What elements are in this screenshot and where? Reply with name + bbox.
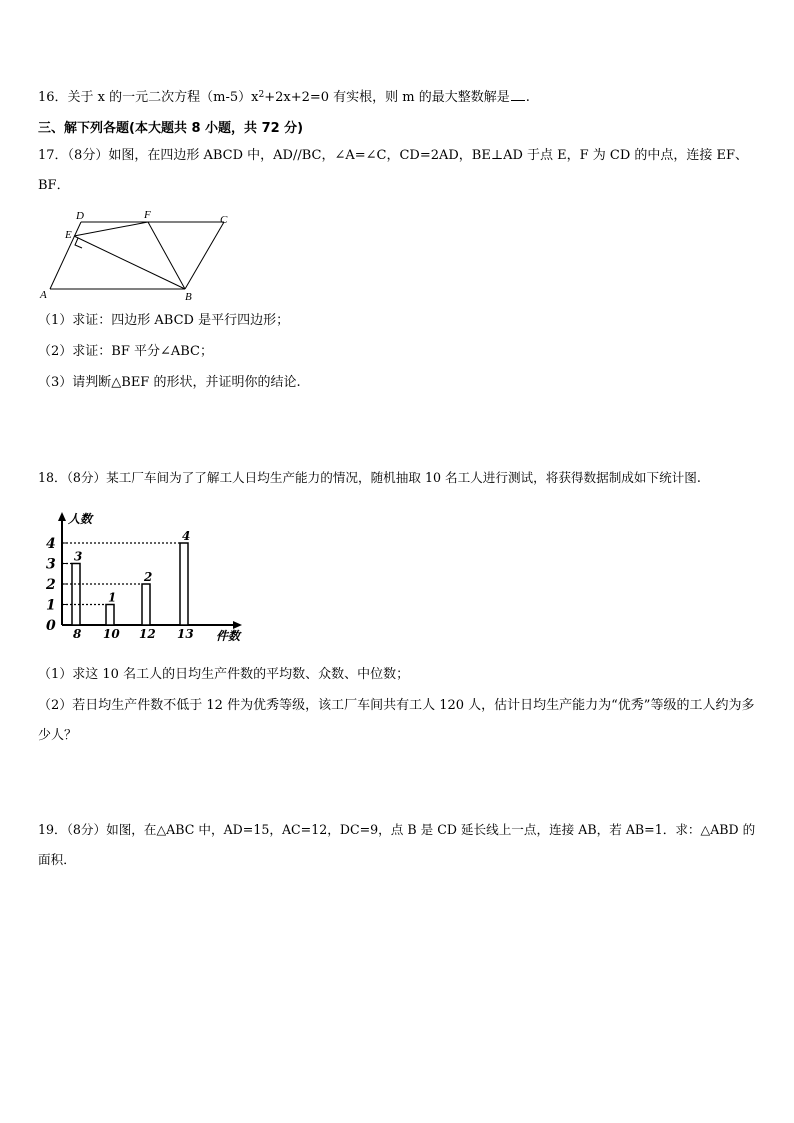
answer-blank <box>511 88 525 101</box>
label-c: C <box>220 214 228 226</box>
bar <box>142 584 150 625</box>
segment-be <box>74 236 185 289</box>
question-16 <box>38 88 530 107</box>
q17-part-1: （1）求证：四边形 ABCD 是平行四边形； <box>38 313 290 328</box>
question-17-stem: 17．（8分）如图，在四边形 ABCD 中，AD//BC，∠A=∠C，CD=2AD，BE⊥AD 于点 E，F 为 CD 的中点，连接 EF、BF． <box>38 148 749 193</box>
q16-text-end: . <box>525 90 530 105</box>
side-bc <box>185 222 224 289</box>
label-d: D <box>76 210 84 222</box>
label-f: F <box>144 209 151 221</box>
bar <box>180 543 188 625</box>
q16-text-before: 16．关于 x 的一元二次方程（m-5）x <box>38 90 259 105</box>
x-axis-arrow-icon <box>233 621 242 629</box>
question-19-stem: 19．（8分）如图，在△ABC 中，AD=15，AC=12，DC=9，点 B 是 CD 延长线上一点，连接 AB，若 AB=1．求：△ABD 的面积． <box>38 822 756 867</box>
question-18-stem: 18．（8分）某工厂车间为了了解工人日均生产能力的情况，随机抽取 10 名工人进行测试，将获得数据制成如下统计图. <box>38 470 701 485</box>
q17-part-3: （3）请判断△BEF 的形状，并证明你的结论. <box>38 375 301 390</box>
y-tick-label: 3 <box>46 556 56 573</box>
section-heading: 三、解下列各题(本大题共 8 小题，共 72 分) <box>38 121 304 136</box>
bar-data-label: 4 <box>182 529 191 543</box>
x-tick-label: 10 <box>103 627 120 641</box>
q16-text-after: +2x+2=0 有实根，则 m 的最大整数解是 <box>264 90 510 105</box>
y-tick-label: 4 <box>46 536 56 552</box>
y-axis-arrow-icon <box>58 512 66 521</box>
q18-part-1: （1）求这 10 名工人的日均生产件数的平均数、众数、中位数； <box>38 667 410 682</box>
bar <box>72 564 80 626</box>
y-axis-label: 人数 <box>68 512 93 526</box>
y-tick-label: 0 <box>46 618 56 634</box>
bar-data-label: 3 <box>74 549 83 564</box>
y-tick-label: 2 <box>46 577 56 593</box>
parallelogram-figure <box>38 205 238 305</box>
q18-part-2: （2）若日均生产件数不低于 12 件为优秀等级，该工厂车间共有工人 120 人，估计日均生产能力为“优秀”等级的工人约为多少人？ <box>38 698 755 743</box>
y-tick-label: 1 <box>46 597 56 614</box>
x-tick-label: 8 <box>73 627 82 641</box>
bar-data-label: 2 <box>144 570 153 584</box>
label-a: A <box>40 289 47 301</box>
q17-part-2: （2）求证：BF 平分∠ABC； <box>38 344 213 359</box>
segment-ef <box>74 222 148 236</box>
x-tick-label: 12 <box>139 627 156 641</box>
label-b: B <box>185 291 192 303</box>
x-axis-label: 件数 <box>216 629 241 643</box>
label-e: E <box>65 229 72 241</box>
bar <box>106 605 114 626</box>
worker-output-bar-chart <box>38 510 248 645</box>
x-tick-label: 13 <box>177 627 194 641</box>
q16-exponent: 2 <box>258 90 265 100</box>
segment-bf <box>148 222 185 289</box>
bar-data-label: 1 <box>108 590 117 605</box>
